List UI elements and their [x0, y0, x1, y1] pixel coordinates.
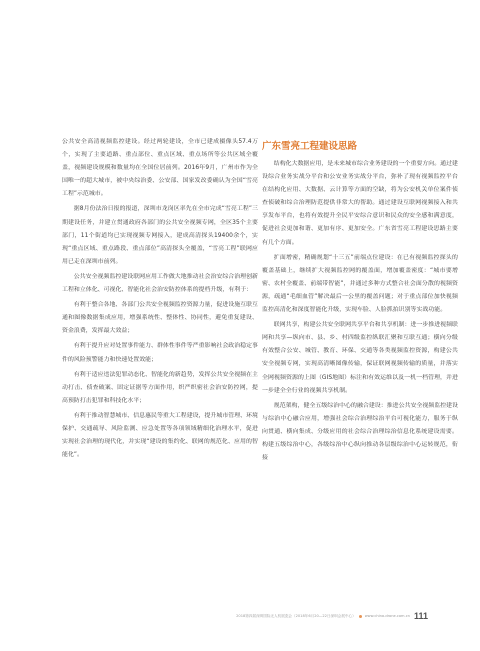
paragraph: 联网共享，构建公共安全联网共享平台和共享机制：进一步推进视频联网和共享—纵向市、县、乡、村四级监控纵联汇聚和互联互通；横向分级有效整合公安、城管、教育、环保、交通等各类视频监控资源，构建公共安全视频专网，实现高清晰图像传输，保证联网视频传输的质量，并落实全网视频资源的上图（GIS地图）标注和有效运维以及一机一档管理，并进一步建全全行业的视频共享机制。: [262, 322, 458, 394]
paragraph: 有利于提升应对处置事件能力、群体性事件等严重影响社会政治稳定事件的风险预警能力和快速处置效能；: [62, 343, 258, 363]
section-heading: 广东雪亮工程建设思路: [262, 141, 358, 152]
paragraph: 规范架构，健全五级综治中心的融合建设：推进公共安全视频监控建设与综治中心融合应用，增强社会综合治理综治平台可视化能力，服务于纵向贯通、横向集成、分级应用的社会综合治理综治信息化系统建设需要。构建五级综治中心，各级综治中心纵向推动各层级综治中心运转规范，衔接: [262, 402, 458, 462]
paragraph: 公共安全高清视频监控建设。经过两轮建设，全市已建成摄像头57.4万个，实现了主要道路、重点部位、重点区域、重点场所等公共区域全覆盖，视频建设规模和数量均在全国位居前列。2016年9月，广州市作为全国唯一的超大城市，被中央综治委、公安部、国家发改委确认为全国“雪亮工程”示范城市。: [62, 139, 258, 198]
page-footer: [188, 609, 428, 623]
paragraph: 据8月份法治日报的报道，深圳市龙岗区率先在全市完成“雪亮工程”三期建设任务，并建立贯通政府各部门的公共安全视频专网，全区35个主要部门，11个街道均已实现视频专网接入，建成高清探头19400余个，实现“重点区域、重点路段、重点部位”高清探头全覆盖，“雪亮工程”联网应用已走在深圳市前列。: [62, 206, 258, 265]
left-column: [62, 136, 258, 464]
paragraph: 有利于推动智慧城市、信息惠民等重大工程建设，提升城市管理、环境保护、交通疏导、风险监测、应急处置等各项领域精细化治理水平，促进实现社会治理的现代化，并实现“建设的集约化、联网的规范化、应用的智能化”。: [62, 412, 258, 459]
paragraph: 有利于整合各地、各部门公共安全视频监控资源力量，促进设施互联互通和图像数据集成应用，增强系统性、整体性、协同性，避免重复建设、资金浪费，发挥最大效益；: [62, 302, 258, 335]
right-column: [262, 140, 458, 467]
paragraph: 有利于适应违法犯罪动态化、智能化的新趋势，发挥公共安全视频在主动打击、侦查破案、固定证据等方面作用，织严织密社会治安防控网，提高预防打击犯罪和科技化水平；: [62, 371, 258, 404]
ornament-dot-icon: [359, 615, 362, 618]
page-number: 111: [413, 611, 428, 621]
paragraph: 扩面增密，精确规划“十三五”前端点位建设：在已有视频监控探头的覆盖基础上，继续扩大视频监控网的覆盖面，增加覆盖密度：“城市要增密、农村全覆盖、前端带智能”，并通过多种方式整合社会面分散的视频资源，疏通“毛细血管”解决最后一公里的覆盖问题；对于重点部位加快视频监控高清化和深度智能化升级，实现车脸、人脸抓拍识别等实战功能。: [262, 254, 458, 314]
paragraph: 公共安全视频监控建设联网应用工作做大地推动社会治安综合治理创新工程和立体化、可视化、智能化社会治安防控体系的提档升级，有利于：: [62, 273, 258, 294]
paragraph: 结构化大数据应用，是未来城市综合业务建设的一个重要方向。通过建设综合业务实战分平台和公安业务实战分平台，弥补了现有视频监控平台在结构化应用、大数据、云计算等方面的空缺，将为公安机关单位案件侦查侦破和综合治理防范提供非常大的帮助。通过建设互联网视频接入和共享发布平台，也将有效提升全民平安综合意识和民众的安全感和满意度，促进社会更加和谐、更加有序、更加安全。广东省雪亮工程建设思路主要有几个方面。: [262, 161, 458, 246]
footer-website: www.china-drone.com.cn: [364, 614, 410, 618]
footer-event-text: 2018第四届深圳国际无人机展览会（2018年6月20—22日深圳会展中心）: [236, 613, 356, 618]
